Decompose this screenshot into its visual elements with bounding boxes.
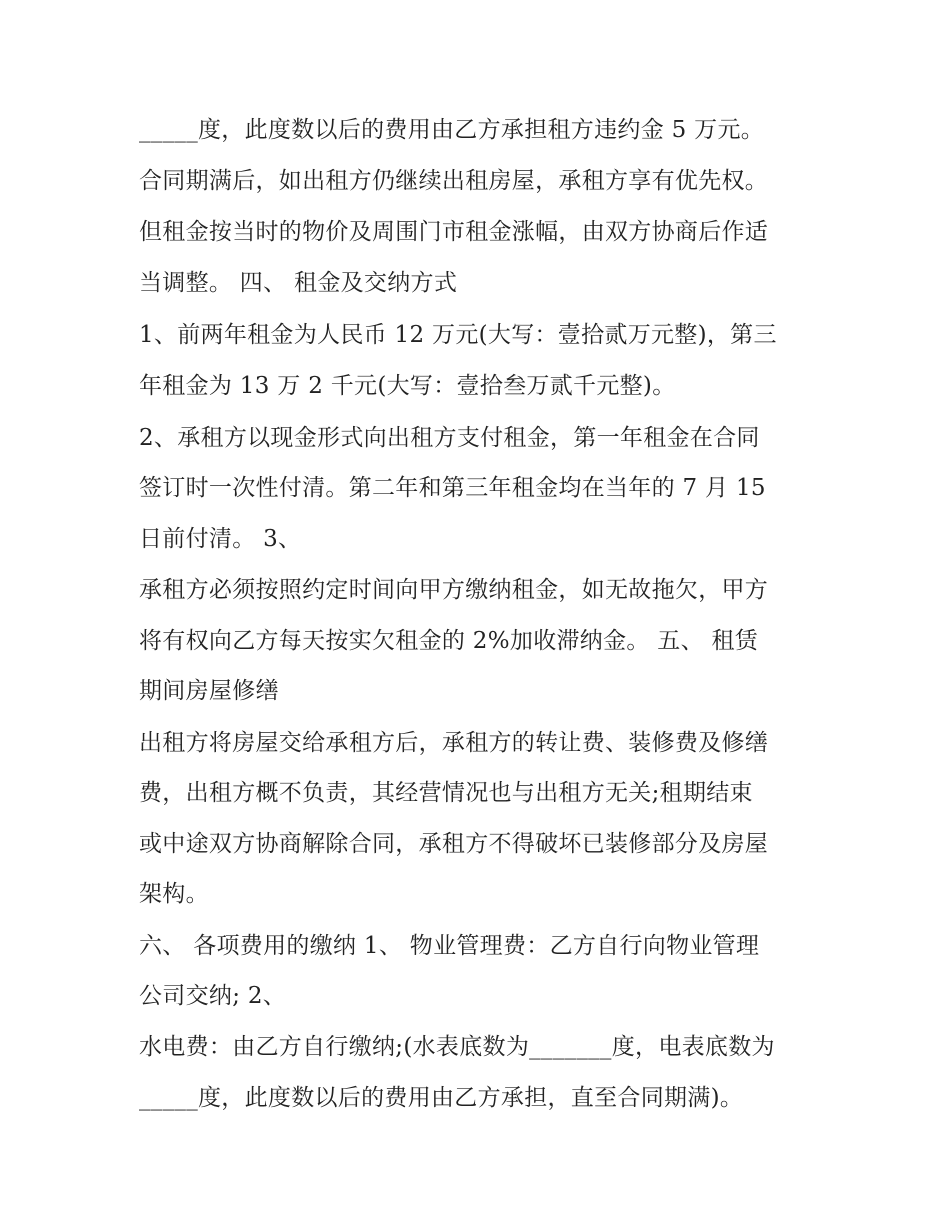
text-line: 日前付清。 3、	[139, 526, 302, 552]
text-line: _____度，此度数以后的费用由乙方承担租方违约金 5 万元。	[139, 117, 765, 143]
text-line: 签订时一次性付清。第二年和第三年租金均在当年的 7 月 15	[139, 475, 766, 501]
text-line: 公司交纳; 2、	[139, 983, 287, 1009]
text-line: 或中途双方协商解除合同，承租方不得破坏已装修部分及房屋	[139, 831, 769, 857]
text-line: 1、前两年租金为人民币 12 万元(大写：壹拾贰万元整)，第三	[139, 322, 777, 348]
text-line: 架构。	[139, 881, 209, 907]
text-line: 当调整。 四、 租金及交纳方式	[139, 270, 458, 296]
text-line: 2、承租方以现金形式向出租方支付租金，第一年租金在合同	[139, 425, 760, 451]
text-line: 出租方将房屋交给承租方后，承租方的转让费、装修费及修缮	[139, 730, 769, 756]
text-line: 水电费：由乙方自行缴纳;(水表底数为_______度，电表底数为	[139, 1034, 775, 1060]
text-line: 将有权向乙方每天按实欠租金的 2%加收滞纳金。 五、 租赁	[139, 628, 759, 654]
text-line: 期间房屋修缮	[139, 678, 279, 704]
text-line: 但租金按当时的物价及周围门市租金涨幅，由双方协商后作适	[139, 219, 769, 245]
text-line: 承租方必须按照约定时间向甲方缴纳租金，如无故拖欠，甲方	[139, 577, 769, 603]
text-line: _____度，此度数以后的费用由乙方承担，直至合同期满)。	[139, 1085, 744, 1111]
text-line: 年租金为 13 万 2 千元(大写：壹拾叁万贰千元整)。	[139, 373, 676, 399]
text-line: 六、 各项费用的缴纳 1、 物业管理费：乙方自行向物业管理	[139, 933, 760, 959]
text-line: 合同期满后，如出租方仍继续出租房屋，承租方享有优先权。	[139, 168, 769, 194]
text-line: 费，出租方概不负责，其经营情况也与出租方无关;租期结束	[139, 780, 753, 806]
